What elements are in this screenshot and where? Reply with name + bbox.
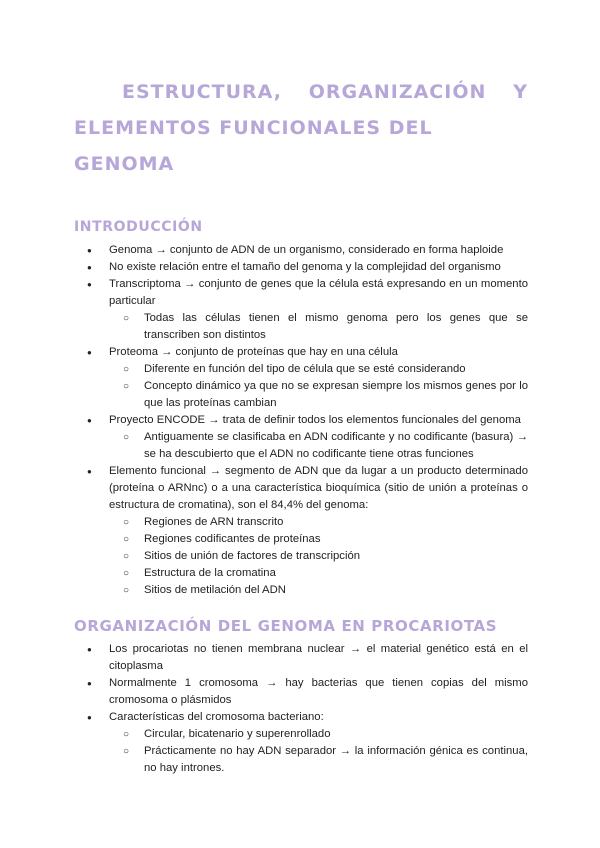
sub-list-item <box>109 582 528 599</box>
sub-list-item-text: Sitios de unión de factores de transcripción <box>144 550 361 562</box>
list-item <box>74 641 528 675</box>
document-title <box>74 0 528 182</box>
sub-list-item-text: Antiguamente se clasificaba en ADN codificante y no codificante (basura) → se ha descubierto que el ADN no codificante tiene otras funciones <box>144 431 528 460</box>
sub-list-item <box>109 565 528 582</box>
sub-list <box>109 310 528 344</box>
sub-list-item <box>109 310 528 344</box>
title-word-y: Y <box>513 81 528 103</box>
title-word-organizacion: ORGANIZACIÓN <box>308 81 487 103</box>
sub-list-item-text: Sitios de metilación del ADN <box>144 584 286 596</box>
sub-list-item-text: Concepto dinámico ya que no se expresan siempre los mismos genes por lo que las proteínas cambian <box>144 380 528 409</box>
list-item-text: Proyecto ENCODE → trata de definir todos los elementos funcionales del genoma <box>109 414 521 426</box>
section-heading-introduccion: INTRODUCCIÓN <box>74 219 203 235</box>
list-item <box>74 242 528 259</box>
list-item-text: Elemento funcional → segmento de ADN que da lugar a un producto determinado (proteína o ARNnc) o a una característica bioquímica (sitio de unión a proteínas o estructura de cromatina), son el 84,4% del genoma: <box>109 465 528 511</box>
list-item-text: Genoma → conjunto de ADN de un organismo, considerado en forma haploide <box>109 244 504 256</box>
prokaryotes-list <box>74 641 528 777</box>
sub-list-item <box>109 361 528 378</box>
list-item <box>74 276 528 344</box>
sub-list <box>109 429 528 463</box>
sub-list <box>109 361 528 412</box>
sub-list <box>109 726 528 777</box>
sub-list-item-text: Prácticamente no hay ADN separador → la información génica es continua, no hay intrones. <box>144 745 528 774</box>
list-item <box>74 344 528 412</box>
sub-list-item <box>109 429 528 463</box>
list-item <box>74 675 528 709</box>
list-item-text: Transcriptoma → conjunto de genes que la célula está expresando en un momento particular <box>109 278 528 307</box>
sub-list-item <box>109 548 528 565</box>
list-item-text: Los procariotas no tienen membrana nuclear → el material genético está en el citoplasma <box>109 643 528 672</box>
sub-list-item <box>109 531 528 548</box>
sub-list-item-text: Regiones de ARN transcrito <box>144 516 284 528</box>
section-heading-procariotas: ORGANIZACIÓN DEL GENOMA EN PROCARIOTAS <box>74 617 498 635</box>
sub-list-item-text: Todas las células tienen el mismo genoma pero los genes que se transcriben son distintos <box>144 312 528 341</box>
title-word-estructura: ESTRUCTURA, <box>122 81 282 103</box>
list-item <box>74 463 528 599</box>
sub-list <box>109 514 528 599</box>
sub-list-item-text: Regiones codificantes de proteínas <box>144 533 321 545</box>
list-item <box>74 709 528 777</box>
sub-list-item <box>109 726 528 743</box>
sub-list-item <box>109 378 528 412</box>
list-item-text: No existe relación entre el tamaño del genoma y la complejidad del organismo <box>109 261 501 273</box>
list-item-text: Proteoma → conjunto de proteínas que hay en una célula <box>109 346 398 358</box>
title-line-2: ELEMENTOS FUNCIONALES DEL GENOMA <box>74 117 433 175</box>
sub-list-item-text: Diferente en función del tipo de célula que se esté considerando <box>144 363 466 375</box>
list-item <box>74 259 528 276</box>
list-item <box>74 412 528 463</box>
sub-list-item <box>109 743 528 777</box>
intro-list <box>74 242 528 599</box>
sub-list-item-text: Estructura de la cromatina <box>144 567 276 579</box>
sub-list-item-text: Circular, bicatenario y superenrollado <box>144 728 331 740</box>
list-item-text: Normalmente 1 cromosoma → hay bacterias que tienen copias del mismo cromosoma o plásmidos <box>109 677 528 706</box>
list-item-text: Características del cromosoma bacteriano: <box>109 711 324 723</box>
title-line-1 <box>74 74 528 110</box>
sub-list-item <box>109 514 528 531</box>
